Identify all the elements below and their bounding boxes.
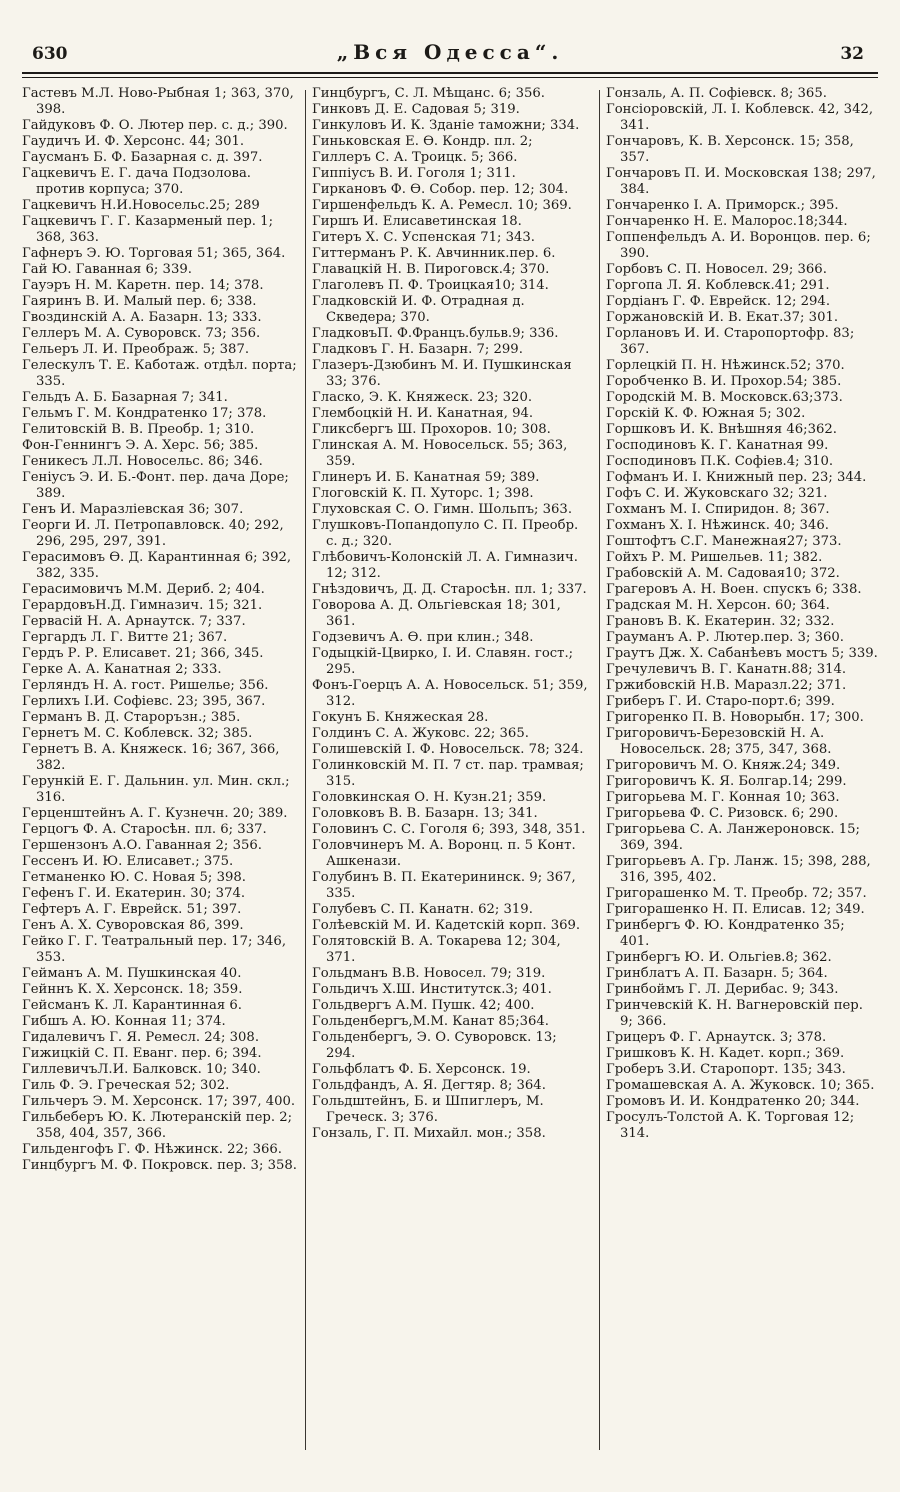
directory-entry: Гончаренко І. А. Приморск.; 395. bbox=[606, 198, 839, 213]
directory-entry: Григорьева М. Г. Конная 10; 363. bbox=[606, 790, 840, 805]
directory-entry: Гохманъ Х. І. Нѣжинск. 40; 346. bbox=[606, 518, 829, 533]
directory-entry: Гольденбергъ, Э. О. Суворовск. 13; 294. bbox=[312, 1030, 557, 1061]
directory-entry: Григорьева С. А. Ланжероновск. 15; 369, 394. bbox=[606, 822, 860, 853]
directory-entry: Гришковъ К. Н. Кадет. корп.; 369. bbox=[606, 1046, 845, 1061]
directory-entry: Григорашенко Н. П. Елисав. 12; 349. bbox=[606, 902, 865, 917]
column-2 bbox=[312, 86, 588, 1482]
directory-entry: Грановъ В. К. Екатерин. 32; 332. bbox=[606, 614, 835, 629]
directory-entry: Глѣбовичъ-Колонскій Л. А. Гимназич. 12; 312. bbox=[312, 550, 578, 581]
directory-entry: Главацкій Н. В. Пироговск.4; 370. bbox=[312, 262, 550, 277]
directory-entry: Глембоцкій Н. И. Канатная, 94. bbox=[312, 406, 534, 421]
directory-entry: Геллеръ М. А. Суворовск. 73; 356. bbox=[22, 326, 261, 341]
directory-entry: Гиппіусъ В. И. Гоголя 1; 311. bbox=[312, 166, 516, 181]
directory-entry: Городскій М. В. Московск.63;373. bbox=[606, 390, 843, 405]
directory-entry: Гефенъ Г. И. Екатерин. 30; 374. bbox=[22, 886, 246, 901]
directory-entry: Гергардъ Л. Г. Витте 21; 367. bbox=[22, 630, 228, 645]
directory-entry: Гаусманъ Б. Ф. Базарная с. д. 397. bbox=[22, 150, 263, 165]
column-divider bbox=[599, 90, 600, 1450]
directory-entry: Горгопа Л. Я. Коблевск.41; 291. bbox=[606, 278, 830, 293]
directory-entry: Григорашенко М. Т. Преобр. 72; 357. bbox=[606, 886, 867, 901]
directory-entry: Гончаровъ П. И. Московская 138; 297, 384. bbox=[606, 166, 876, 197]
page-number-right: 32 bbox=[840, 44, 864, 64]
directory-entry: Геніусъ Э. И. Б.-Фонт. пер. дача Доре; 389. bbox=[22, 470, 289, 501]
directory-entry: Гриберъ Г. И. Старо-порт.6; 399. bbox=[606, 694, 835, 709]
directory-entry: Гинковъ Д. Е. Садовая 5; 319. bbox=[312, 102, 520, 117]
directory-entry: Глоговскій К. П. Хуторс. 1; 398. bbox=[312, 486, 534, 501]
directory-entry: Гильчеръ Э. М. Херсонск. 17; 397, 400. bbox=[22, 1094, 296, 1109]
directory-entry: Гитеръ Х. С. Успенская 71; 343. bbox=[312, 230, 535, 245]
directory-entry: Гладковскій И. Ф. Отрадная д. Скведера; 370. bbox=[312, 294, 525, 325]
directory-entry: Горобченко В. И. Прохор.54; 385. bbox=[606, 374, 842, 389]
directory-entry: Горжановскій И. В. Екат.37; 301. bbox=[606, 310, 839, 325]
directory-entry: Гелескулъ Т. Е. Каботаж. отдѣл. порта; 335. bbox=[22, 358, 297, 389]
directory-entry: Граутъ Дж. Х. Сабанѣевъ мостъ 5; 339. bbox=[606, 646, 878, 661]
directory-entry: Гольденбергъ,М.М. Канат 85;364. bbox=[312, 1014, 549, 1029]
directory-entry: Гершензонъ А.О. Гаванная 2; 356. bbox=[22, 838, 262, 853]
directory-entry: Горлецкій П. Н. Нѣжинск.52; 370. bbox=[606, 358, 845, 373]
directory-entry: Фонъ-Гоерцъ А. А. Новосельск. 51; 359, 312. bbox=[312, 678, 588, 709]
directory-entry: Голубинъ В. П. Екатерининск. 9; 367, 335. bbox=[312, 870, 576, 901]
directory-entry: Гольфблатъ Ф. Б. Херсонск. 19. bbox=[312, 1062, 531, 1077]
directory-entry: Гернетъ В. А. Княжеск. 16; 367, 366, 382. bbox=[22, 742, 280, 773]
directory-entry: Гейманъ А. М. Пушкинская 40. bbox=[22, 966, 242, 981]
directory-entry: Гиттерманъ Р. К. Авчинник.пер. 6. bbox=[312, 246, 556, 261]
column-divider bbox=[305, 90, 306, 1450]
directory-entry: Гроберъ З.И. Старопорт. 135; 343. bbox=[606, 1062, 846, 1077]
directory-entry: Голдинъ С. А. Жуковс. 22; 365. bbox=[312, 726, 529, 741]
directory-entry: Гиркановъ Ф. Ѳ. Собор. пер. 12; 304. bbox=[312, 182, 569, 197]
directory-entry: Гильбеберъ Ю. К. Лютеранскій пер. 2; 358, 404, 357, 366. bbox=[22, 1110, 293, 1141]
directory-entry: Гросулъ-Толстой А. К. Торговая 12; 314. bbox=[606, 1110, 855, 1141]
directory-entry: Горлановъ И. И. Старопортофр. 83; 367. bbox=[606, 326, 855, 357]
directory-entry: Градская М. Н. Херсон. 60; 364. bbox=[606, 598, 830, 613]
directory-entry: Григоровичъ М. О. Княж.24; 349. bbox=[606, 758, 841, 773]
directory-entry: Глушковъ-Попандопуло С. П. Преобр. с. д.; 320. bbox=[312, 518, 579, 549]
directory-entry: Гельдъ А. Б. Базарная 7; 341. bbox=[22, 390, 228, 405]
directory-entry: Гай Ю. Гаванная 6; 339. bbox=[22, 262, 192, 277]
directory-entry: Голѣевскій М. И. Кадетскій корп. 369. bbox=[312, 918, 581, 933]
directory-entry: Гетманенко Ю. С. Новая 5; 398. bbox=[22, 870, 246, 885]
directory-entry: Гастевъ М.Л. Ново-Рыбная 1; 363, 370, 398. bbox=[22, 86, 294, 117]
directory-entry: Гонсіоровскій, Л. І. Коблевск. 42, 342, 341. bbox=[606, 102, 874, 133]
directory-entry: Гервасій Н. А. Арнаутск. 7; 337. bbox=[22, 614, 246, 629]
directory-entry: Гильденгофъ Г. Ф. Нѣжинск. 22; 366. bbox=[22, 1142, 282, 1157]
directory-entry: ГладковъП. Ф.Францъ.бульв.9; 336. bbox=[312, 326, 559, 341]
directory-entry: Гернетъ М. С. Коблевск. 32; 385. bbox=[22, 726, 253, 741]
directory-entry: Гокунъ Б. Княжеская 28. bbox=[312, 710, 489, 725]
directory-entry: Гидалевичъ Г. Я. Ремесл. 24; 308. bbox=[22, 1030, 260, 1045]
directory-columns bbox=[22, 86, 878, 1482]
directory-entry: Григорьева Ф. С. Ризовск. 6; 290. bbox=[606, 806, 839, 821]
directory-entry: Герункій Е. Г. Дальнин. ул. Мин. скл.; 316. bbox=[22, 774, 290, 805]
directory-entry: Господиновъ К. Г. Канатная 99. bbox=[606, 438, 829, 453]
directory-entry: Гефтеръ А. Г. Еврейск. 51; 397. bbox=[22, 902, 242, 917]
directory-entry: Гринблатъ А. П. Базарн. 5; 364. bbox=[606, 966, 828, 981]
directory-entry: Головинъ С. С. Гоголя 6; 393, 348, 351. bbox=[312, 822, 586, 837]
directory-entry: Гацкевичъ Г. Г. Казарменый пер. 1; 368, 363. bbox=[22, 214, 274, 245]
directory-entry: Глинеръ И. Б. Канатная 59; 389. bbox=[312, 470, 540, 485]
directory-entry: Гольдманъ В.В. Новосел. 79; 319. bbox=[312, 966, 546, 981]
directory-entry: Генъ А. Х. Суворовская 86, 399. bbox=[22, 918, 244, 933]
directory-entry: Годзевичъ А. Ѳ. при клин.; 348. bbox=[312, 630, 534, 645]
directory-entry: Гибшъ А. Ю. Конная 11; 374. bbox=[22, 1014, 226, 1029]
directory-entry: Гельеръ Л. И. Преображ. 5; 387. bbox=[22, 342, 250, 357]
directory-entry: Григорьевъ А. Гр. Ланж. 15; 398, 288, 316, 395, 402. bbox=[606, 854, 871, 885]
directory-entry: Гауэръ Н. М. Каретн. пер. 14; 378. bbox=[22, 278, 264, 293]
directory-entry: Гонзаль, А. П. Софіевск. 8; 365. bbox=[606, 86, 827, 101]
directory-entry: Голинковскій М. П. 7 ст. пар. трамвая; 315. bbox=[312, 758, 584, 789]
page-number-left: 630 bbox=[32, 44, 68, 64]
directory-entry: Георги И. Л. Петропавловск. 40; 292, 296, 295, 297, 391. bbox=[22, 518, 284, 549]
directory-entry: Гиршенфельдъ К. А. Ремесл. 10; 369. bbox=[312, 198, 572, 213]
directory-entry: Громовъ И. И. Кондратенко 20; 344. bbox=[606, 1094, 860, 1109]
directory-entry: Герасимовъ Ѳ. Д. Карантинная 6; 392, 382, 335. bbox=[22, 550, 292, 581]
header-rule bbox=[22, 72, 878, 78]
directory-entry: Гржибовскій Н.В. Маразл.22; 371. bbox=[606, 678, 847, 693]
directory-entry: Господиновъ П.К. Софіев.4; 310. bbox=[606, 454, 834, 469]
directory-entry: Гласко, Э. К. Княжеск. 23; 320. bbox=[312, 390, 533, 405]
directory-entry: Гоштофтъ С.Г. Манежная27; 373. bbox=[606, 534, 842, 549]
directory-entry: Громашевская А. А. Жуковск. 10; 365. bbox=[606, 1078, 875, 1093]
directory-entry: Грабовскій А. М. Садовая10; 372. bbox=[606, 566, 840, 581]
directory-entry: Гвоздинскій А. А. Базарн. 13; 333. bbox=[22, 310, 262, 325]
directory-entry: Генъ И. Маразліевская 36; 307. bbox=[22, 502, 244, 517]
directory-entry: Гликсбергъ Ш. Прохоров. 10; 308. bbox=[312, 422, 551, 437]
page-title: „Вся Одесса“. bbox=[336, 40, 564, 64]
directory-entry: Гессенъ И. Ю. Елисавет.; 375. bbox=[22, 854, 234, 869]
directory-entry: Гаудичъ И. Ф. Херсонс. 44; 301. bbox=[22, 134, 245, 149]
directory-entry: Гольдфандъ, А. Я. Дегтяр. 8; 364. bbox=[312, 1078, 546, 1093]
directory-entry: Гинцбургъ М. Ф. Покровск. пер. 3; 358. bbox=[22, 1158, 297, 1173]
directory-entry: Герке А. А. Канатная 2; 333. bbox=[22, 662, 222, 677]
column-3 bbox=[606, 86, 878, 1482]
directory-entry: Говорова А. Д. Ольгіевская 18; 301, 361. bbox=[312, 598, 561, 629]
directory-entry: Грицеръ Ф. Г. Арнаутск. 3; 378. bbox=[606, 1030, 827, 1045]
directory-entry: Гринбергъ Ф. Ю. Кондратенко 35; 401. bbox=[606, 918, 845, 949]
directory-entry: Гринбергъ Ю. И. Ольгіев.8; 362. bbox=[606, 950, 832, 965]
directory-entry: Германъ В. Д. Староръзн.; 385. bbox=[22, 710, 241, 725]
directory-entry: Голишевскій І. Ф. Новосельск. 78; 324. bbox=[312, 742, 584, 757]
directory-entry: Гейко Г. Г. Театральный пер. 17; 346, 353. bbox=[22, 934, 287, 965]
directory-entry: Гоппенфельдъ А. И. Воронцов. пер. 6; 390. bbox=[606, 230, 871, 261]
directory-entry: Гаяринъ В. И. Малый пер. 6; 338. bbox=[22, 294, 257, 309]
directory-entry: Гринбоймъ Г. Л. Дерибас. 9; 343. bbox=[606, 982, 839, 997]
directory-entry: Гейннъ К. Х. Херсонск. 18; 359. bbox=[22, 982, 243, 997]
directory-entry: Гердъ Р. Р. Елисавет. 21; 366, 345. bbox=[22, 646, 264, 661]
directory-entry: Гиль Ф. Э. Греческая 52; 302. bbox=[22, 1078, 230, 1093]
directory-entry: Гинцбургъ, С. Л. Мѣщанс. 6; 356. bbox=[312, 86, 546, 101]
directory-entry: Гацкевичъ Е. Г. дача Подзолова. против корпуса; 370. bbox=[22, 166, 252, 197]
directory-entry: Гинкуловъ И. К. Зданіе таможни; 334. bbox=[312, 118, 580, 133]
directory-entry: Гейсманъ К. Л. Карантинная 6. bbox=[22, 998, 242, 1013]
directory-entry: Голятовскій В. А. Токарева 12; 304, 371. bbox=[312, 934, 561, 965]
directory-entry: Головкинская О. Н. Кузн.21; 359. bbox=[312, 790, 547, 805]
directory-entry: Григоренко П. В. Новорыбн. 17; 300. bbox=[606, 710, 864, 725]
directory-entry: Гиллеръ С. А. Троицк. 5; 366. bbox=[312, 150, 518, 165]
directory-entry: Герлихъ І.И. Софіевс. 23; 395, 367. bbox=[22, 694, 266, 709]
directory-entry: ГерардовъН.Д. Гимназич. 15; 321. bbox=[22, 598, 263, 613]
directory-entry: Гацкевичъ Н.И.Новосельс.25; 289 bbox=[22, 198, 260, 213]
directory-entry: Голубевъ С. П. Канатн. 62; 319. bbox=[312, 902, 533, 917]
directory-entry: Гречулевичъ В. Г. Канатн.88; 314. bbox=[606, 662, 847, 677]
directory-entry: Герасимовичъ М.М. Дериб. 2; 404. bbox=[22, 582, 265, 597]
directory-entry: Гнѣздовичъ, Д. Д. Старосѣн. пл. 1; 337. bbox=[312, 582, 587, 597]
directory-entry: Головчинеръ М. А. Воронц. п. 5 Конт. Ашкенази. bbox=[312, 838, 576, 869]
directory-entry: Гончаровъ, К. В. Херсонск. 15; 358, 357. bbox=[606, 134, 854, 165]
directory-entry: Годыцкій-Цвирко, І. И. Славян. гост.; 295. bbox=[312, 646, 574, 677]
directory-entry: Гелитовскій В. В. Преобр. 1; 310. bbox=[22, 422, 255, 437]
directory-entry: Гафнеръ Э. Ю. Торговая 51; 365, 364. bbox=[22, 246, 286, 261]
directory-entry: Горскій К. Ф. Южная 5; 302. bbox=[606, 406, 806, 421]
directory-entry: Герценштейнъ А. Г. Кузнечн. 20; 389. bbox=[22, 806, 288, 821]
directory-entry: Гордіанъ Г. Ф. Еврейск. 12; 294. bbox=[606, 294, 831, 309]
directory-entry: Гофъ С. И. Жуковскаго 32; 321. bbox=[606, 486, 828, 501]
directory-entry: Глуховская С. О. Гимн. Шольпъ; 363. bbox=[312, 502, 573, 517]
directory-entry: Гладковъ Г. Н. Базарн. 7; 299. bbox=[312, 342, 523, 357]
directory-entry: Гольдштейнъ, Б. и Шпиглеръ, М. Греческ. 3; 376. bbox=[312, 1094, 544, 1125]
directory-entry: Геникесъ Л.Л. Новосельс. 86; 346. bbox=[22, 454, 263, 469]
directory-entry: ГиллевичъЛ.И. Балковск. 10; 340. bbox=[22, 1062, 261, 1077]
directory-entry: Горшковъ И. К. Внѣшняя 46;362. bbox=[606, 422, 837, 437]
column-1 bbox=[22, 86, 298, 1482]
page-header bbox=[0, 0, 900, 78]
directory-entry: Грагеровъ А. Н. Воен. спускъ 6; 338. bbox=[606, 582, 862, 597]
directory-entry: Гайдуковъ Ф. О. Лютер пер. с. д.; 390. bbox=[22, 118, 288, 133]
directory-entry: Гольдвергъ А.М. Пушк. 42; 400. bbox=[312, 998, 535, 1013]
directory-entry: Фон-Геннингъ Э. А. Херс. 56; 385. bbox=[22, 438, 259, 453]
directory-entry: Гиньковская Е. Ѳ. Кондр. пл. 2; bbox=[312, 134, 533, 149]
directory-entry: Гельмъ Г. М. Кондратенко 17; 378. bbox=[22, 406, 267, 421]
directory-entry: Глаголевъ П. Ф. Троицкая10; 314. bbox=[312, 278, 549, 293]
directory-entry: Герляндъ Н. А. гост. Ришелье; 356. bbox=[22, 678, 269, 693]
directory-entry: Григоровичъ К. Я. Болгар.14; 299. bbox=[606, 774, 847, 789]
directory-entry: Герцогъ Ф. А. Старосѣн. пл. 6; 337. bbox=[22, 822, 267, 837]
directory-entry: Гончаренко Н. Е. Малорос.18;344. bbox=[606, 214, 848, 229]
directory-entry: Гринчевскій К. Н. Вагнеровскій пер. 9; 366. bbox=[606, 998, 863, 1029]
directory-entry: Гонзаль, Г. П. Михайл. мон.; 358. bbox=[312, 1126, 546, 1141]
directory-entry: Грауманъ А. Р. Лютер.пер. 3; 360. bbox=[606, 630, 844, 645]
directory-entry: Гойхъ Р. М. Ришельев. 11; 382. bbox=[606, 550, 823, 565]
directory-entry: Гохманъ М. І. Спиридон. 8; 367. bbox=[606, 502, 830, 517]
directory-entry: Гофманъ И. І. Книжный пер. 23; 344. bbox=[606, 470, 867, 485]
directory-entry: Григоровичъ-Березовскій Н. А. Новосельск. 28; 375, 347, 368. bbox=[606, 726, 832, 757]
directory-entry: Гиршъ И. Елисаветинская 18. bbox=[312, 214, 522, 229]
directory-entry: Горбовъ С. П. Новосел. 29; 366. bbox=[606, 262, 827, 277]
directory-entry: Головковъ В. В. Базарн. 13; 341. bbox=[312, 806, 538, 821]
directory-entry: Глазеръ-Дзюбинъ М. И. Пушкинская 33; 376. bbox=[312, 358, 572, 389]
directory-entry: Гольдичъ Х.Ш. Институтск.3; 401. bbox=[312, 982, 552, 997]
directory-entry: Глинская А. М. Новосельск. 55; 363, 359. bbox=[312, 438, 568, 469]
directory-entry: Гижицкій С. П. Еванг. пер. 6; 394. bbox=[22, 1046, 262, 1061]
